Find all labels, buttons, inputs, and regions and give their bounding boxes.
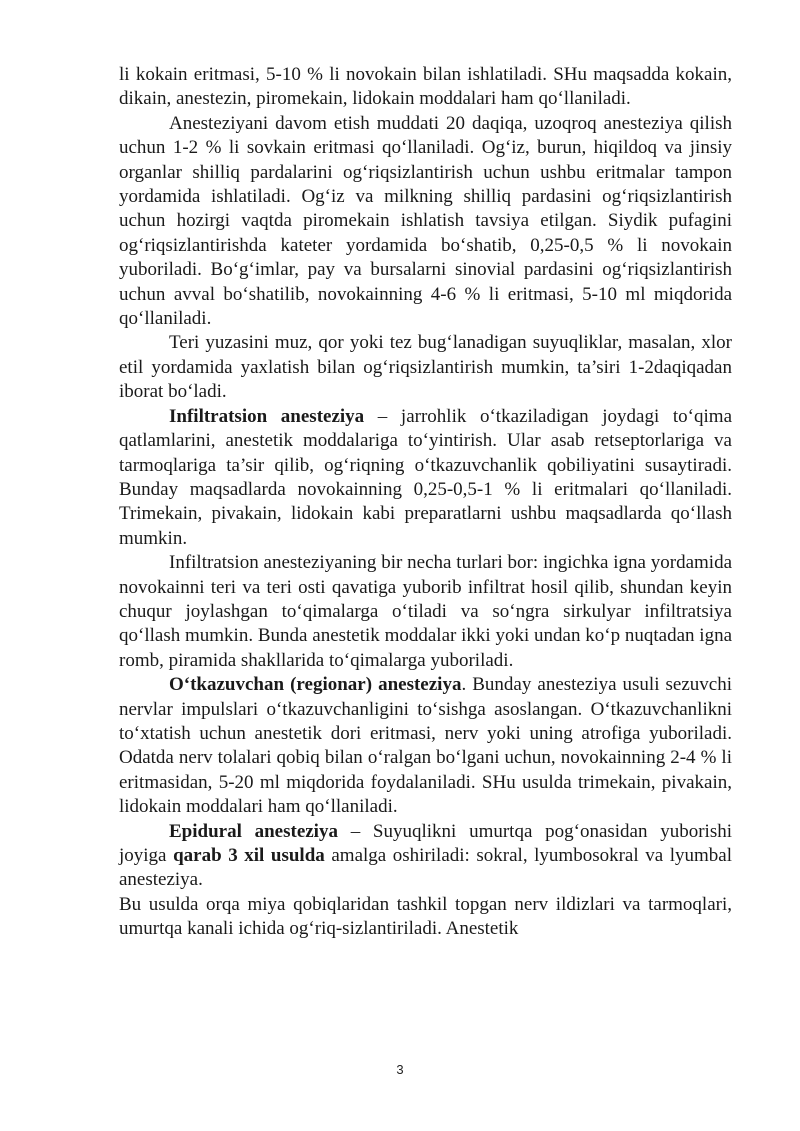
paragraph-text: li kokain eritmasi, 5-10 % li novokain bilan ishlatiladi. SHu maqsadda kokain, dikain, anestezin, piromekain, lidokain moddalari ham qo‘llaniladi. [119,64,732,110]
page-body [119,63,732,942]
paragraph-text: Bu usulda orqa miya qobiqlaridan tashkil topgan nerv ildizlari va tarmoqlari, umurtqa kanali ichida og‘riq-sizlantiriladi. Anestetik [119,893,732,940]
paragraph-regionar [119,673,732,819]
paragraph-text: Teri yuzasini muz, qor yoki tez bug‘lanadigan suyuqliklar, masalan, xlor etil yordamida yaxlatish bilan og‘riqsizlantirish mumkin, ta’siri 1-2daqiqadan iborat bo‘ladi. [119,332,732,403]
term-heading: O‘tkazuvchan (regionar) anesteziya [169,674,462,696]
paragraph-text: – jarrohlik o‘tkaziladigan joydagi to‘qima qatlamlarini, anestetik moddalariga to‘yintirish. Ular asab retseptorlariga va tarmoqlariga ta’sir qilib, og‘riqning o‘tkazuvchanlik qobiliyatini susaytiradi. Bunday maqsadlarda novokainning 0,25-0,5-1 % li eritmalari qo‘llaniladi. Trimekain, pivakain, lidokain kabi preparatlarni ushbu maqsadlarda qo‘llash mumkin. [119,405,732,549]
paragraph-1 [119,63,732,112]
paragraph-8 [119,893,732,942]
paragraph-epidural [119,820,732,893]
paragraph-2 [119,112,732,332]
paragraph-text: Anesteziyani davom etish muddati 20 daqiqa, uzoqroq anesteziya qilish uchun 1-2 % li sovkain eritmasi qo‘llaniladi. Og‘iz, burun, hiqildoq va jinsiy organlar shilliq pardalarini og‘riqsizlantirish uchun ushbu eritmalar tampon yordamida ishlatiladi. Og‘iz va milkning shilliq pardasini og‘riqsizlantirish uchun hozirgi vaqtda piromekain ishlatish tavsiya etilgan. Siydik pufagini og‘riqsizlantirishda kateter yordamida bo‘shatib, 0,25-0,5 % li novokain yuboriladi. Bo‘g‘imlar, pay va bursalarni sinovial pardasini og‘riqsizlantirish uchun avval bo‘shatilib, novokainning 4-6 % li eritmasi, 5-10 ml miqdorida qo‘llaniladi. [119,112,732,330]
page-number: 3 [396,1062,404,1077]
paragraph-3 [119,331,732,404]
emphasis-text: qarab 3 xil usulda [173,845,325,866]
paragraph-5 [119,551,732,673]
paragraph-text: . Bunday anesteziya usuli sezuvchi nervlar impulslari o‘tkazuvchanligini to‘sishga asoslangan. O‘tkazuvchanlikni to‘xtatish uchun anestetik dori eritmasi, nerv yoki uning atrofiga yuboriladi. Odatda nerv tolalari qobiq bilan o‘ralgan bo‘lgani uchun, novokainning 2-4 % li eritmasidan, 5-20 ml miqdorida foydalaniladi. SHu usulda trimekain, pivakain, lidokain moddalari ham qo‘llaniladi. [119,674,733,818]
paragraph-text: amalga oshiriladi: sokral, lyumbosokral va lyumbal anesteziya. [119,845,732,891]
term-heading: Infiltratsion anesteziya [169,405,365,427]
term-heading: Epidural anesteziya [169,820,338,842]
paragraph-text: – Suyuqlikni umurtqa pog‘onasidan yuborishi joyiga [119,820,732,866]
paragraph-text: Infiltratsion anesteziyaning bir necha turlari bor: ingichka igna yordamida novokainni teri va teri osti qavatiga yuborib infiltrat hosil qilib, shundan keyin chuqur joylashgan to‘qimalarga o‘tiladi va so‘ngra sirkulyar infiltratsiya qo‘llash mumkin. Bunda anestetik moddalar ikki yoki undan ko‘p nuqtadan igna romb, piramida shakllarida to‘qimalarga yuboriladi. [119,552,732,671]
paragraph-infiltratsion [119,405,732,551]
